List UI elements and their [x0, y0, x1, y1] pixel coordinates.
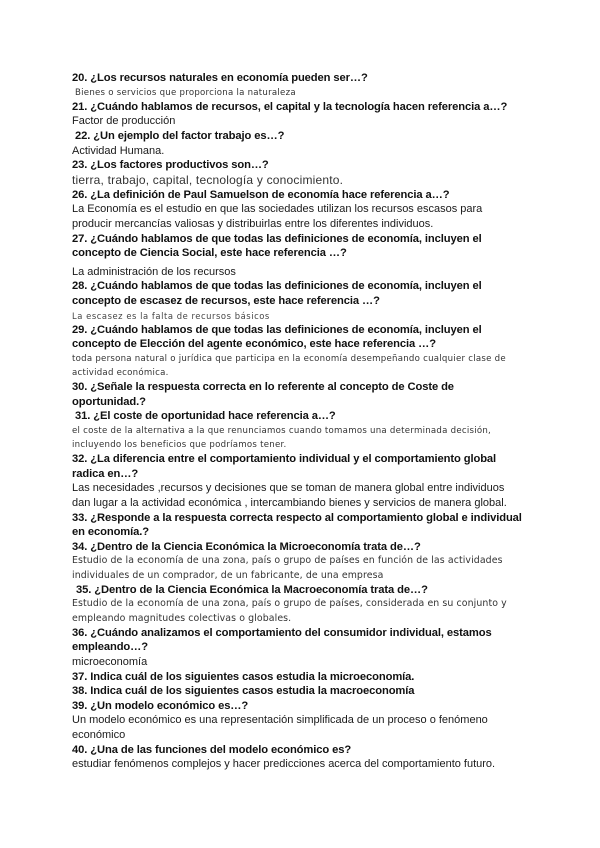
question-23: 23. ¿Los factores productivos son…?	[72, 159, 269, 172]
question-38: 38. Indica cuál de los siguientes casos estudia la macroeconomía	[72, 685, 415, 698]
question-35: 35. ¿Dentro de la Ciencia Económica la Macroeconomía trata de…?	[76, 583, 428, 596]
answer-39-line-2: económico	[72, 729, 126, 742]
question-26: 26. ¿La definición de Paul Samuelson de economía hace referencia a…?	[72, 188, 450, 201]
question-28-line-2: concepto de escasez de recursos, este hace referencia …?	[72, 294, 380, 307]
answer-22: Actividad Humana.	[72, 144, 165, 157]
question-30-line-1: 30. ¿Señale la respuesta correcta en lo referente al concepto de Coste de	[72, 381, 454, 394]
question-22: 22. ¿Un ejemplo del factor trabajo es…?	[75, 129, 285, 142]
answer-40: estudiar fenómenos complejos y hacer predicciones acerca del comportamiento futuro.	[72, 758, 496, 771]
answer-29-line-1: toda persona natural o jurídica que participa en la economía desempeñando cualquier clase de	[72, 353, 506, 364]
question-32-line-1: 32. ¿La diferencia entre el comportamiento individual y el comportamiento global	[72, 453, 497, 466]
answer-34-line-2: individuales de un comprador, de un fabricante, de una empresa	[72, 569, 384, 581]
question-27-line-2: concepto de Ciencia Social, este hace referencia …?	[72, 247, 347, 260]
answer-39-line-1: Un modelo económico es una representación simplificada de un proceso o fenómeno	[72, 714, 488, 727]
question-29-line-1: 29. ¿Cuándo hablamos de que todas las definiciones de economía, incluyen el	[72, 323, 482, 336]
answer-29-line-2: actividad económica.	[72, 367, 169, 378]
answer-23: tierra, trabajo, capital, tecnología y conocimiento.	[72, 172, 344, 187]
answer-35-line-1: Estudio de la economía de una zona, país o grupo de países, considerada en su conjunto y	[72, 598, 507, 610]
answer-36: microeconomía	[72, 656, 148, 669]
question-20: 20. ¿Los recursos naturales en economía pueden ser…?	[72, 72, 368, 84]
question-28-line-1: 28. ¿Cuándo hablamos de que todas las definiciones de economía, incluyen el	[72, 280, 482, 293]
question-30-line-2: oportunidad.?	[72, 395, 146, 408]
answer-26-line-1: La Economía es el estudio en que las sociedades utilizan los recursos escasos para	[72, 203, 483, 216]
question-36-line-2: empleando…?	[72, 641, 148, 654]
question-36-line-1: 36. ¿Cuándo analizamos el comportamiento del consumidor individual, estamos	[72, 626, 492, 639]
document-page	[72, 71, 542, 772]
answer-28: La escasez es la falta de recursos básicos	[72, 310, 270, 321]
question-31: 31. ¿El coste de oportunidad hace referencia a…?	[75, 410, 336, 423]
answer-34-line-1: Estudio de la economía de una zona, país o grupo de países en función de las actividades	[72, 555, 503, 567]
answer-31-line-2: incluyendo los beneficios que podríamos tener.	[72, 440, 287, 451]
question-33-line-2: en economía.?	[72, 526, 150, 539]
question-34: 34. ¿Dentro de la Ciencia Económica la Microeconomía trata de…?	[72, 540, 421, 553]
answer-32-line-2: dan lugar a la actividad económica , intercambiando bienes y servicios de manera global.	[72, 497, 507, 510]
question-33-line-1: 33. ¿Responde a la respuesta correcta respecto al comportamiento global e individual	[72, 511, 522, 524]
question-29-line-2: concepto de Elección del agente económico, este hace referencia …?	[72, 338, 436, 351]
question-21: 21. ¿Cuándo hablamos de recursos, el capital y la tecnología hacen referencia a…?	[72, 100, 508, 113]
answer-21: Factor de producción	[72, 115, 176, 128]
question-32-line-2: radica en…?	[72, 467, 139, 480]
question-37: 37. Indica cuál de los siguientes casos estudia la microeconomía.	[72, 670, 415, 683]
answer-31-line-1: el coste de la alternativa a la que renunciamos cuando tomamos una determinada decisión,	[72, 425, 492, 436]
question-39: 39. ¿Un modelo económico es…?	[72, 699, 249, 712]
answer-32-line-1: Las necesidades ,recursos y decisiones que se toman de manera global entre individuos	[72, 482, 505, 495]
answer-20: Bienes o servicios que proporciona la naturaleza	[75, 87, 296, 98]
question-27-line-1: 27. ¿Cuándo hablamos de que todas las definiciones de economía, incluyen el	[72, 232, 482, 245]
question-40: 40. ¿Una de las funciones del modelo económico es?	[72, 743, 352, 756]
answer-26-line-2: producir mercancías valiosas y distribuirlas entre los diferentes individuos.	[72, 217, 434, 230]
answer-27: La administración de los recursos	[72, 265, 236, 278]
answer-35-line-2: empleando magnitudes colectivas o globales.	[72, 612, 292, 624]
